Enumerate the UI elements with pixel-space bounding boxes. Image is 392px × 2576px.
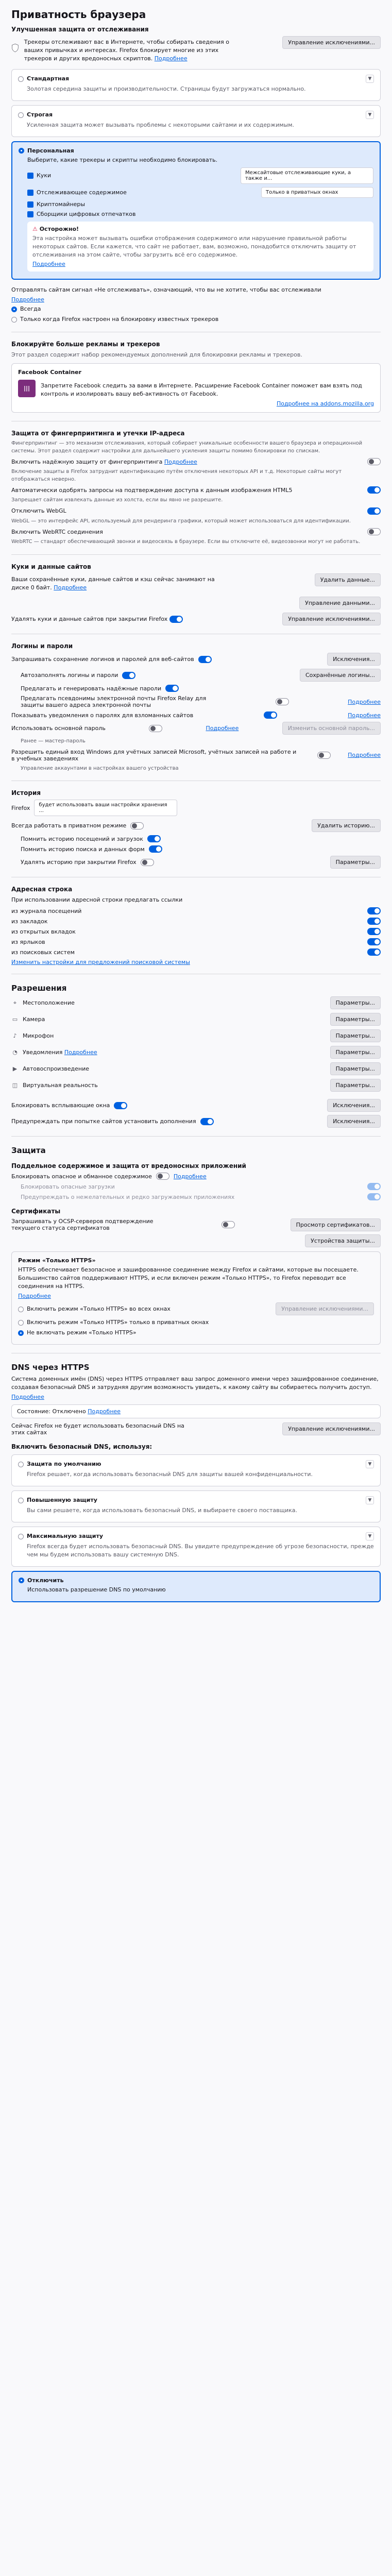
change-primary-button[interactable]: Изменить основной пароль... xyxy=(282,722,381,735)
cryptominers-checkbox[interactable] xyxy=(27,201,33,208)
warning-title: Осторожно! xyxy=(39,225,79,232)
address-toggle[interactable] xyxy=(367,948,381,956)
dns-no-secure-label: Сейчас Firefox не будет использовать безопасный DNS на этих сайтах xyxy=(11,1422,184,1436)
strict-radio[interactable] xyxy=(18,112,24,118)
ocsp-toggle[interactable] xyxy=(221,1221,235,1228)
dns-max-option[interactable] xyxy=(11,1527,381,1567)
address-item: из поисковых систем xyxy=(11,948,75,956)
perm-label: Автовоспроизведение xyxy=(23,1065,90,1073)
address-toggle[interactable] xyxy=(367,928,381,935)
webrtc-note: WebRTC — стандарт обеспечивающий звонки и видеосвязь в браузере. Если вы отключите её, видеозвонки могут не работать. xyxy=(11,539,361,545)
page-title: Приватность браузера xyxy=(11,8,146,21)
fp-heading: Защита от фингерпринтинга и утечки IP-адреса xyxy=(11,430,185,437)
https-exceptions-button[interactable]: Управление исключениями... xyxy=(276,1302,374,1315)
dnt-only-radio[interactable] xyxy=(11,317,17,323)
delete-data-button[interactable]: Удалить данные... xyxy=(315,573,381,586)
security-learn-more-link[interactable]: Подробнее xyxy=(173,1173,207,1180)
manage-data-button[interactable]: Управление данными... xyxy=(299,597,381,609)
fp-description: Фингерпринтинг — это механизм отслеживания, который собирает уникальные особенности вашего браузера и операционной системы. Этот раздел содержит настройки для дальнейшего усиления защиты помимо блокировки по спискам. xyxy=(11,440,363,454)
warning-text: Эта настройка может вызывать ошибки отображения содержимого или нарушение правильной работы некоторых сайтов. Если кажется, что сайт не работает, вам, возможно, понадобится отключить защиту от отслеживания на этом сайте, чтобы загрузить всё его содержимое. xyxy=(32,234,356,258)
logins-heading: Логины и пароли xyxy=(11,642,73,650)
login-exceptions-button[interactable]: Исключения... xyxy=(327,653,381,666)
cookie-exceptions-button[interactable]: Управление исключениями... xyxy=(282,613,381,625)
view-certs-button[interactable]: Просмотр сертификатов... xyxy=(291,1218,381,1231)
address-item: из журнала посещений xyxy=(11,907,82,914)
primary-link[interactable]: Подробнее xyxy=(206,725,239,732)
address-toggle[interactable] xyxy=(367,938,381,945)
primary-note: Ранее — мастер-пароль xyxy=(21,738,86,744)
https-only-section xyxy=(11,1251,381,1345)
delete-on-close-label: Удалять куки и данные сайтов при закрытии Firefox xyxy=(11,615,168,622)
etp-standard-option[interactable] xyxy=(11,69,381,101)
webgl-label: Отключить WebGL xyxy=(11,507,66,515)
custom-radio[interactable] xyxy=(19,148,24,154)
address-toggle[interactable] xyxy=(367,907,381,914)
sso-link[interactable]: Подробнее xyxy=(348,752,381,759)
perm-params-button[interactable]: Параметры... xyxy=(330,996,381,1009)
cookies-learn-more-link[interactable]: Подробнее xyxy=(54,584,87,591)
remember-visits-label: Помнить историю посещений и загрузок xyxy=(21,835,143,842)
remember-forms-toggle[interactable] xyxy=(149,845,162,853)
sso-label: Разрешить единый вход Windows для учётных записей Microsoft, учётных записей на работе и в учебных заведениях xyxy=(11,748,297,762)
etp-learn-more-link[interactable]: Подробнее xyxy=(154,55,188,62)
suggest-toggle[interactable] xyxy=(165,685,179,692)
dns-default-title: Защита по умолчанию xyxy=(27,1461,101,1468)
block-downloads-label: Блокировать опасные загрузки xyxy=(21,1183,115,1190)
fingerprinters-label: Сборщики цифровых отпечатков xyxy=(37,210,136,217)
webgl-note: WebGL — это интерфейс API, используемый для рендеринга графики, который может использоваться для идентификации. xyxy=(11,518,351,524)
https-all-label: Включить режим «Только HTTPS» во всех окнах xyxy=(27,1306,171,1313)
fingerprinters-checkbox[interactable] xyxy=(27,211,33,217)
address-item: из ярлыков xyxy=(11,938,45,945)
dns-default-desc: Firefox решает, когда использовать безопасный DNS для защиты вашей конфиденциальности. xyxy=(27,1470,313,1478)
dns-max-title: Максимальную защиту xyxy=(27,1533,104,1540)
autofill-toggle[interactable] xyxy=(122,672,135,679)
https-heading: Режим «Только HTTPS» xyxy=(18,1257,96,1264)
block-dangerous-toggle[interactable] xyxy=(156,1173,169,1180)
search-suggestions-link[interactable]: Изменить настройки для предложений поисковой системы xyxy=(11,959,190,966)
dnt-only-label: Только когда Firefox настроен на блокировку известных трекеров xyxy=(20,316,219,323)
remember-forms-label: Помнить историю поиска и данных форм xyxy=(21,845,145,853)
https-all-radio[interactable] xyxy=(18,1307,24,1312)
https-learn-more-link[interactable]: Подробнее xyxy=(18,1293,51,1300)
tracking-label: Отслеживающее содержимое xyxy=(37,189,127,196)
addons-exceptions-button[interactable]: Исключения... xyxy=(327,1115,381,1128)
perm-label: Микрофон xyxy=(23,1032,54,1040)
location-icon: ⌖ xyxy=(13,999,17,1006)
cookies-description: Ваши сохранённые куки, данные сайтов и кэш сейчас занимают на диске 0 байт. xyxy=(11,575,215,591)
delete-on-close-toggle[interactable] xyxy=(169,616,183,623)
address-description: При использовании адресной строки предлагать ссылки xyxy=(11,896,183,904)
perm-params-button[interactable]: Параметры... xyxy=(330,1029,381,1042)
remember-visits-toggle[interactable] xyxy=(147,835,161,842)
facebook-container-desc: Запретите Facebook следить за вами в Интернете. Расширение Facebook Container поможет вам взять под контроль и изолировать вашу веб-активность от Facebook. xyxy=(41,382,362,398)
dns-off-radio[interactable] xyxy=(19,1578,24,1583)
cookies-select[interactable]: Межсайтовые отслеживающие куки, а также и... xyxy=(241,167,373,184)
notifications-link[interactable]: Подробнее xyxy=(64,1049,97,1056)
standard-description: Золотая середина защиты и производительности. Страницы будут загружаться нормально. xyxy=(27,85,306,92)
standard-title: Стандартная xyxy=(27,75,70,82)
dns-learn-more-link[interactable]: Подробнее xyxy=(11,1393,44,1400)
html5-note: Запрещает сайтам извлекать данные из холста, если вы явно не разрешите. xyxy=(11,497,223,503)
notifications-icon: ◔ xyxy=(12,1049,18,1056)
relay-label: Предлагать псевдонимы электронной почты Firefox Relay для защиты вашего адреса электронной почты xyxy=(21,695,207,709)
resist-link[interactable]: Подробнее xyxy=(164,458,197,465)
history-mode-select[interactable]: будет использовать ваши настройки хранения ... xyxy=(34,800,177,816)
webrtc-toggle[interactable] xyxy=(367,528,381,535)
security-heading: Защита xyxy=(11,1146,46,1156)
primary-toggle[interactable] xyxy=(149,725,162,732)
resist-note: Включение защиты в Firefox затруднит идентификацию путём отключения некоторых API и т.д. Некоторые сайты могут отображаться неверно. xyxy=(11,469,342,482)
webrtc-label: Включить WebRTC соединения xyxy=(11,528,103,535)
dnt-always-label: Всегда xyxy=(20,306,41,313)
dns-heading: DNS через HTTPS xyxy=(11,1363,90,1372)
strict-title: Строгая xyxy=(27,111,53,118)
primary-label: Использовать основной пароль xyxy=(11,725,106,732)
cookies-checkbox[interactable] xyxy=(27,173,33,179)
custom-description: Выберите, какие трекеры и скрипты необходимо блокировать. xyxy=(27,156,218,163)
ads-heading: Блокируйте больше рекламы и трекеров xyxy=(11,341,160,348)
standard-radio[interactable] xyxy=(18,76,24,82)
dns-default-radio[interactable] xyxy=(18,1462,24,1467)
dns-increased-title: Повышенную защиту xyxy=(27,1497,97,1504)
perm-label: Уведомления xyxy=(23,1049,63,1056)
chevron-down-icon[interactable]: ▼ xyxy=(366,75,374,83)
etp-strict-option[interactable] xyxy=(11,105,381,137)
autoplay-icon: ▶ xyxy=(12,1065,18,1073)
address-item: из закладок xyxy=(11,918,48,925)
suggest-label: Предлагать и генерировать надёжные пароли xyxy=(21,685,162,692)
clear-on-close-toggle[interactable] xyxy=(141,859,154,866)
chevron-down-icon[interactable]: ▼ xyxy=(366,1532,374,1540)
ask-save-toggle[interactable] xyxy=(198,656,212,663)
html5-toggle[interactable] xyxy=(367,486,381,494)
webgl-toggle[interactable] xyxy=(367,507,381,515)
chevron-down-icon[interactable]: ▼ xyxy=(366,1496,374,1504)
addons-link[interactable]: Подробнее на addons.mozilla.org xyxy=(276,400,374,408)
dns-off-option[interactable] xyxy=(11,1571,381,1602)
dns-increased-option[interactable] xyxy=(11,1490,381,1522)
perm-label: Виртуальная реальность xyxy=(23,1082,98,1089)
warning-icon: ⚠ xyxy=(32,225,40,232)
https-private-radio[interactable] xyxy=(18,1320,24,1326)
relay-toggle[interactable] xyxy=(276,698,289,705)
https-off-label: Не включать режим «Только HTTPS» xyxy=(27,1329,137,1336)
https-off-radio[interactable] xyxy=(18,1330,24,1336)
etp-heading: Улучшенная защита от отслеживания xyxy=(11,26,149,33)
perm-label: Местоположение xyxy=(23,999,75,1006)
cookies-heading: Куки и данные сайтов xyxy=(11,563,91,570)
etp-manage-exceptions-button[interactable]: Управление исключениями... xyxy=(282,36,381,49)
dns-default-option[interactable] xyxy=(11,1454,381,1486)
facebook-container-title: Facebook Container xyxy=(18,369,82,376)
ocsp-label: Запрашивать у OCSP-серверов подтверждение текущего статуса сертификатов xyxy=(11,1218,154,1232)
private-always-toggle[interactable] xyxy=(130,822,144,829)
dnt-always-radio[interactable] xyxy=(11,307,17,312)
block-downloads-toggle[interactable] xyxy=(367,1183,381,1190)
dns-increased-radio[interactable] xyxy=(18,1498,24,1503)
breach-label: Показывать уведомления о паролях для взломанных сайтов xyxy=(11,711,194,719)
tracking-checkbox[interactable] xyxy=(27,190,33,196)
chevron-down-icon[interactable]: ▼ xyxy=(366,1460,374,1468)
etp-custom-option[interactable] xyxy=(11,141,381,280)
breach-toggle[interactable] xyxy=(264,711,277,719)
cookies-label: Куки xyxy=(37,172,52,179)
https-private-label: Включить режим «Только HTTPS» только в приватных окнах xyxy=(27,1319,209,1326)
perm-params-button[interactable]: Параметры... xyxy=(330,1046,381,1059)
warn-unwanted-label: Предупреждать о нежелательных и редко загружаемых приложениях xyxy=(21,1193,235,1200)
address-item: из открытых вкладок xyxy=(11,928,76,935)
warn-unwanted-toggle[interactable] xyxy=(367,1193,381,1200)
breach-link[interactable]: Подробнее xyxy=(348,711,381,719)
perm-params-button[interactable]: Параметры... xyxy=(330,1062,381,1075)
clear-on-close-label: Удалять историю при закрытии Firefox xyxy=(21,859,137,866)
fence-icon: ||| xyxy=(18,380,36,397)
resist-toggle[interactable] xyxy=(367,458,381,465)
cryptominers-label: Криптомайнеры xyxy=(37,200,86,208)
dns-off-title: Отключить xyxy=(27,1577,64,1584)
perm-params-button[interactable]: Параметры... xyxy=(330,1079,381,1092)
dns-status-text: Состояние: Отключено xyxy=(17,1408,86,1415)
address-toggle[interactable] xyxy=(367,918,381,925)
facebook-container-card xyxy=(11,363,381,413)
dns-max-radio[interactable] xyxy=(18,1534,24,1539)
https-description: HTTPS обеспечивает безопасное и зашифрованное соединение между Firefox и сайтами, которые вы посещаете. Большинство сайтов поддерживают HTTPS, и если включен режим «Только HTTPS», то Firefox переводит все соединения на HTTPS. xyxy=(18,1266,359,1290)
address-heading: Адресная строка xyxy=(11,886,73,893)
relay-link[interactable]: Подробнее xyxy=(348,698,381,705)
camera-icon: ▭ xyxy=(12,1016,18,1023)
ask-save-label: Запрашивать сохранение логинов и паролей для веб-сайтов xyxy=(11,656,194,663)
dnt-text: Отправлять сайтам сигнал «Не отслеживать», означающий, что вы не хотите, чтобы вас отслеживали xyxy=(11,286,321,294)
dnt-learn-more-link[interactable]: Подробнее xyxy=(11,296,44,303)
security-devices-button[interactable]: Устройства защиты... xyxy=(305,1234,381,1247)
autofill-label: Автозаполнять логины и пароли xyxy=(21,672,118,679)
strict-description: Усиленная защита может вызывать проблемы с некоторыми сайтами и их содержимым. xyxy=(27,121,294,128)
dns-enable-label: Включить безопасный DNS, используя: xyxy=(11,1443,152,1450)
custom-warning xyxy=(27,222,373,272)
warning-learn-more-link[interactable]: Подробнее xyxy=(32,261,65,268)
resist-label: Включить надёжную защиту от фингерпринтинга xyxy=(11,458,163,465)
perm-label: Камера xyxy=(23,1016,45,1023)
html5-label: Автоматически одобрять запросы на подтверждение доступа к данным изображения HTML5 xyxy=(11,486,293,494)
ads-description: Этот раздел содержит набор рекомендуемых дополнений для блокировки рекламы и трекеров. xyxy=(11,351,302,359)
microphone-icon: ♪ xyxy=(13,1032,17,1040)
dns-status-link[interactable]: Подробнее xyxy=(88,1408,121,1415)
sso-toggle[interactable] xyxy=(317,752,331,759)
security-sub: Поддельное содержимое и защита от вредоносных приложений xyxy=(11,1162,246,1170)
shield-icon xyxy=(11,36,19,60)
dns-max-desc: Firefox всегда будет использовать безопасный DNS. Вы увидите предупреждение об угрозе безопасности, прежде чем мы будем использовать вашу системную DNS. xyxy=(27,1543,374,1558)
vr-icon: ◫ xyxy=(12,1082,18,1089)
cert-heading: Сертификаты xyxy=(11,1208,61,1215)
sso-note: Управление аккаунтами в настройках вашего устройства xyxy=(21,765,179,771)
warn-addons-toggle[interactable] xyxy=(200,1118,214,1125)
popups-exceptions-button[interactable]: Исключения... xyxy=(327,1099,381,1112)
popups-toggle[interactable] xyxy=(114,1102,127,1109)
tracking-select[interactable]: Только в приватных окнах xyxy=(261,187,373,198)
dns-exceptions-button[interactable]: Управление исключениями... xyxy=(282,1422,381,1435)
dns-off-desc: Использовать разрешение DNS по умолчанию xyxy=(27,1586,166,1593)
perms-heading: Разрешения xyxy=(11,984,67,993)
dns-status xyxy=(11,1404,381,1418)
delete-history-button[interactable]: Удалить историю... xyxy=(312,819,381,832)
warn-addons-label: Предупреждать при попытке сайтов установить дополнения xyxy=(11,1118,196,1125)
history-heading: История xyxy=(11,789,41,797)
private-always-label: Всегда работать в приватном режиме xyxy=(11,822,127,829)
history-params-button[interactable]: Параметры... xyxy=(330,856,381,869)
perm-params-button[interactable]: Параметры... xyxy=(330,1013,381,1026)
chevron-down-icon[interactable]: ▼ xyxy=(366,111,374,119)
saved-logins-button[interactable]: Сохранённые логины... xyxy=(300,669,381,682)
dns-increased-desc: Вы сами решаете, когда использовать безопасный DNS, и выбираете своего поставщика. xyxy=(27,1506,298,1514)
etp-description: Трекеры отслеживают вас в Интернете, чтобы собирать сведения о ваших привычках и интересах. Firefox блокирует многие из этих трекеров и других вредоносных скриптов. xyxy=(24,39,229,62)
history-label: Firefox xyxy=(11,804,30,811)
dns-description: Система доменных имён (DNS) через HTTPS отправляет ваш запрос доменного имени через зашифрованное соединение, создавая безопасный DNS и затрудняя другим возможность увидеть, к какому сайту вы собираетесь получить доступ. xyxy=(11,1376,379,1391)
custom-title: Персональная xyxy=(27,147,74,154)
popups-label: Блокировать всплывающие окна xyxy=(11,1102,110,1109)
block-dangerous-label: Блокировать опасное и обманное содержимое xyxy=(11,1173,152,1180)
